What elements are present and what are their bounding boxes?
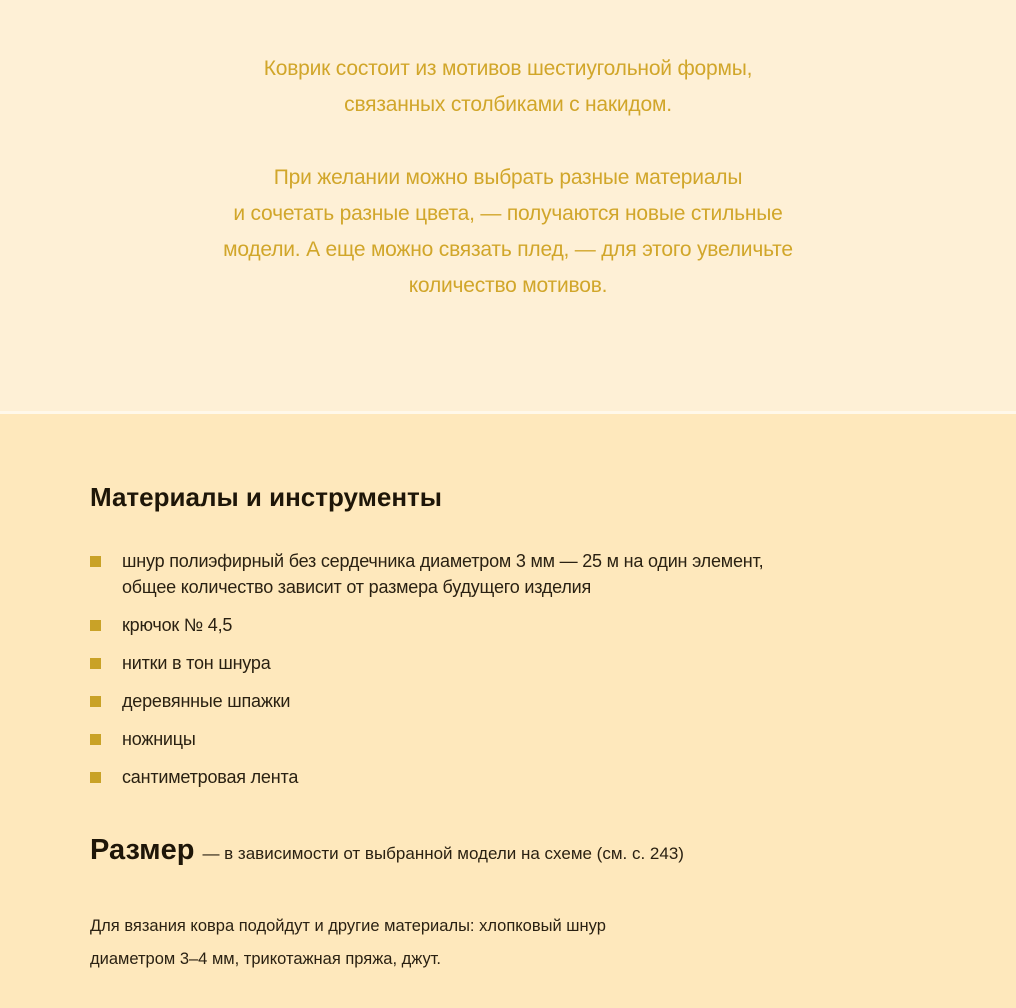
bullet-square-icon xyxy=(90,620,101,631)
size-line xyxy=(90,834,684,867)
list-item xyxy=(90,764,763,790)
materials-heading: Материалы и инструменты xyxy=(90,482,442,512)
item-text: ножницы xyxy=(122,729,196,749)
size-label: Размер xyxy=(90,834,195,866)
bullet-square-icon xyxy=(90,556,101,567)
item-text: крючок № 4,5 xyxy=(122,615,233,635)
note-line: диаметром 3–4 мм, трикотажная пряжа, джут. xyxy=(90,950,442,968)
bullet-square-icon xyxy=(90,658,101,669)
list-item xyxy=(90,650,763,676)
bullet-square-icon xyxy=(90,772,101,783)
materials-list xyxy=(90,548,763,802)
list-item xyxy=(90,548,763,600)
intro-section xyxy=(0,0,1016,414)
intro-line: и сочетать разные цвета, — получаются новые стильные xyxy=(233,202,783,225)
list-item xyxy=(90,726,763,752)
list-item xyxy=(90,688,763,714)
item-text: нитки в тон шнура xyxy=(122,653,271,673)
intro-line: количество мотивов. xyxy=(408,274,608,297)
item-text: общее количество зависит от размера будущего изделия xyxy=(122,577,592,597)
item-text: деревянные шпажки xyxy=(122,691,291,711)
note-line: Для вязания ковра подойдут и другие материалы: хлопковый шнур xyxy=(90,917,606,935)
item-text: сантиметровая лента xyxy=(122,767,299,787)
intro-line: При желании можно выбрать разные материалы xyxy=(273,166,743,189)
list-item xyxy=(90,612,763,638)
intro-line: модели. А еще можно связать плед, — для этого увеличьте xyxy=(223,238,793,261)
intro-paragraph-1 xyxy=(0,51,1016,123)
bullet-square-icon xyxy=(90,734,101,745)
materials-section xyxy=(0,414,1016,1008)
note-paragraph xyxy=(90,910,606,976)
intro-paragraph-2 xyxy=(0,160,1016,304)
intro-line: Коврик состоит из мотивов шестиугольной формы, xyxy=(263,57,753,80)
intro-line: связанных столбиками с накидом. xyxy=(344,93,672,116)
item-text: шнур полиэфирный без сердечника диаметром 3 мм — 25 м на один элемент, xyxy=(122,551,764,571)
size-description: — в зависимости от выбранной модели на схеме (см. с. 243) xyxy=(202,844,684,863)
bullet-square-icon xyxy=(90,696,101,707)
